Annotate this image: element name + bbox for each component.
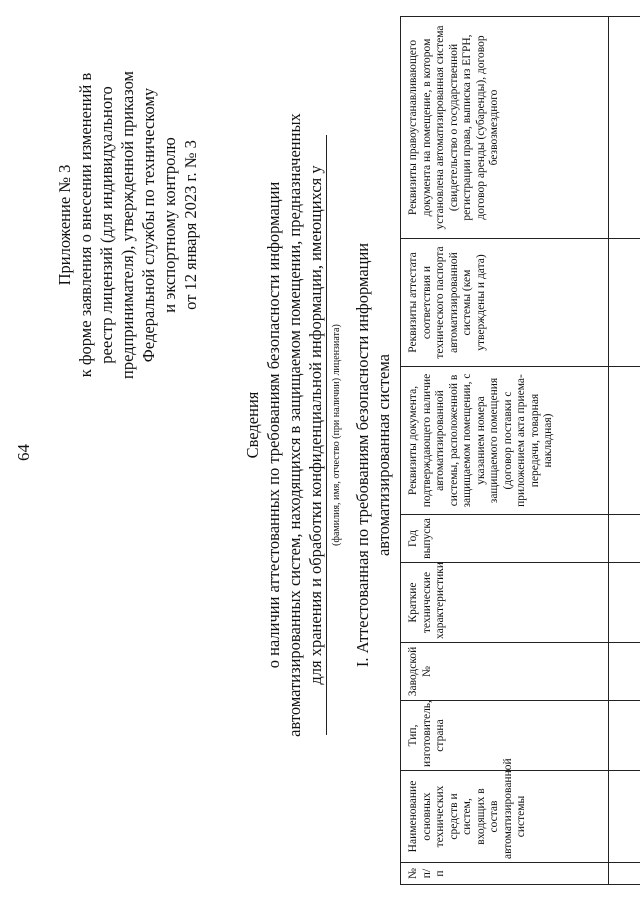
column-header-certificate: Реквизиты аттестата соответствия и технического паспорта автоматизированной системы (кем утверждены и дата) [401,239,609,367]
appendix-line: и экспортному контролю [160,137,179,313]
column-header-type: Тип, изготовитель, страна [401,701,609,771]
heading: Сведения [243,391,262,459]
page-number: 64 [14,444,33,461]
intro-line: автоматизированных систем, находящихся в защищаемом помещении, предназначенных [285,113,304,737]
table-cell [609,367,640,515]
column-header-number: № п/п [401,863,609,885]
appendix-line: к форме заявления о внесении изменений в [76,72,95,378]
column-header-title-docs: Реквизиты правоустанавливающего документа на помещение, в котором установлена автоматизированная система (свидетельство о государственной регистрации права, выписка из ЕГРН, договор аренды (субаренды), договор безвозмездного [401,17,609,239]
appendix-line: Федеральной службы по техническому [139,87,158,363]
signature-line-caption: (фамилия, имя, отчество (при наличии) лицензиата) [331,324,342,546]
appendix-line: предпринимателя), утвержденной приказом [118,71,137,379]
column-header-serial: Заводской № [401,643,609,701]
column-header-year: Год выпуска [401,515,609,563]
systems-table [400,16,640,885]
appendix-line: Приложение № 3 [55,164,74,286]
intro-line: для хранения и обработки конфиденциальной информации, имеющихся у [306,165,325,685]
section-title-line: автоматизированная система [374,354,393,557]
table-cell [609,863,640,885]
appendix-header [54,15,201,435]
table-cell [609,771,640,863]
column-header-presence-docs: Реквизиты документа, подтверждающего наличие автоматизированной системы, расположенной в защищаемом помещении, с указанием номера защищаемого помещения (договор поставки с приложением акта приема-передачи, товарная накладная) [401,367,609,515]
document-title [242,65,326,785]
appendix-line: от 12 января 2023 г. № 3 [181,140,200,310]
table-cell [609,17,640,239]
signature-line [326,135,327,735]
column-header-specs: Краткие технические характеристики [401,563,609,643]
table-cell [609,643,640,701]
table-cell [609,239,640,367]
column-header-name: Наименование основных технических средств и систем, входящих в состав автоматизированной системы [401,771,609,863]
intro-line: о наличии аттестованных по требованиям безопасности информации [264,181,283,669]
appendix-line: реестр лицензий (для индивидуального [97,86,116,364]
section-title [352,165,394,745]
table-cell [609,563,640,643]
section-title-line: I. Аттестованная по требованиям безопасности информации [353,242,372,668]
table-row [609,17,640,885]
table-cell [609,515,640,563]
table-cell [609,701,640,771]
table-header-row [401,17,609,885]
